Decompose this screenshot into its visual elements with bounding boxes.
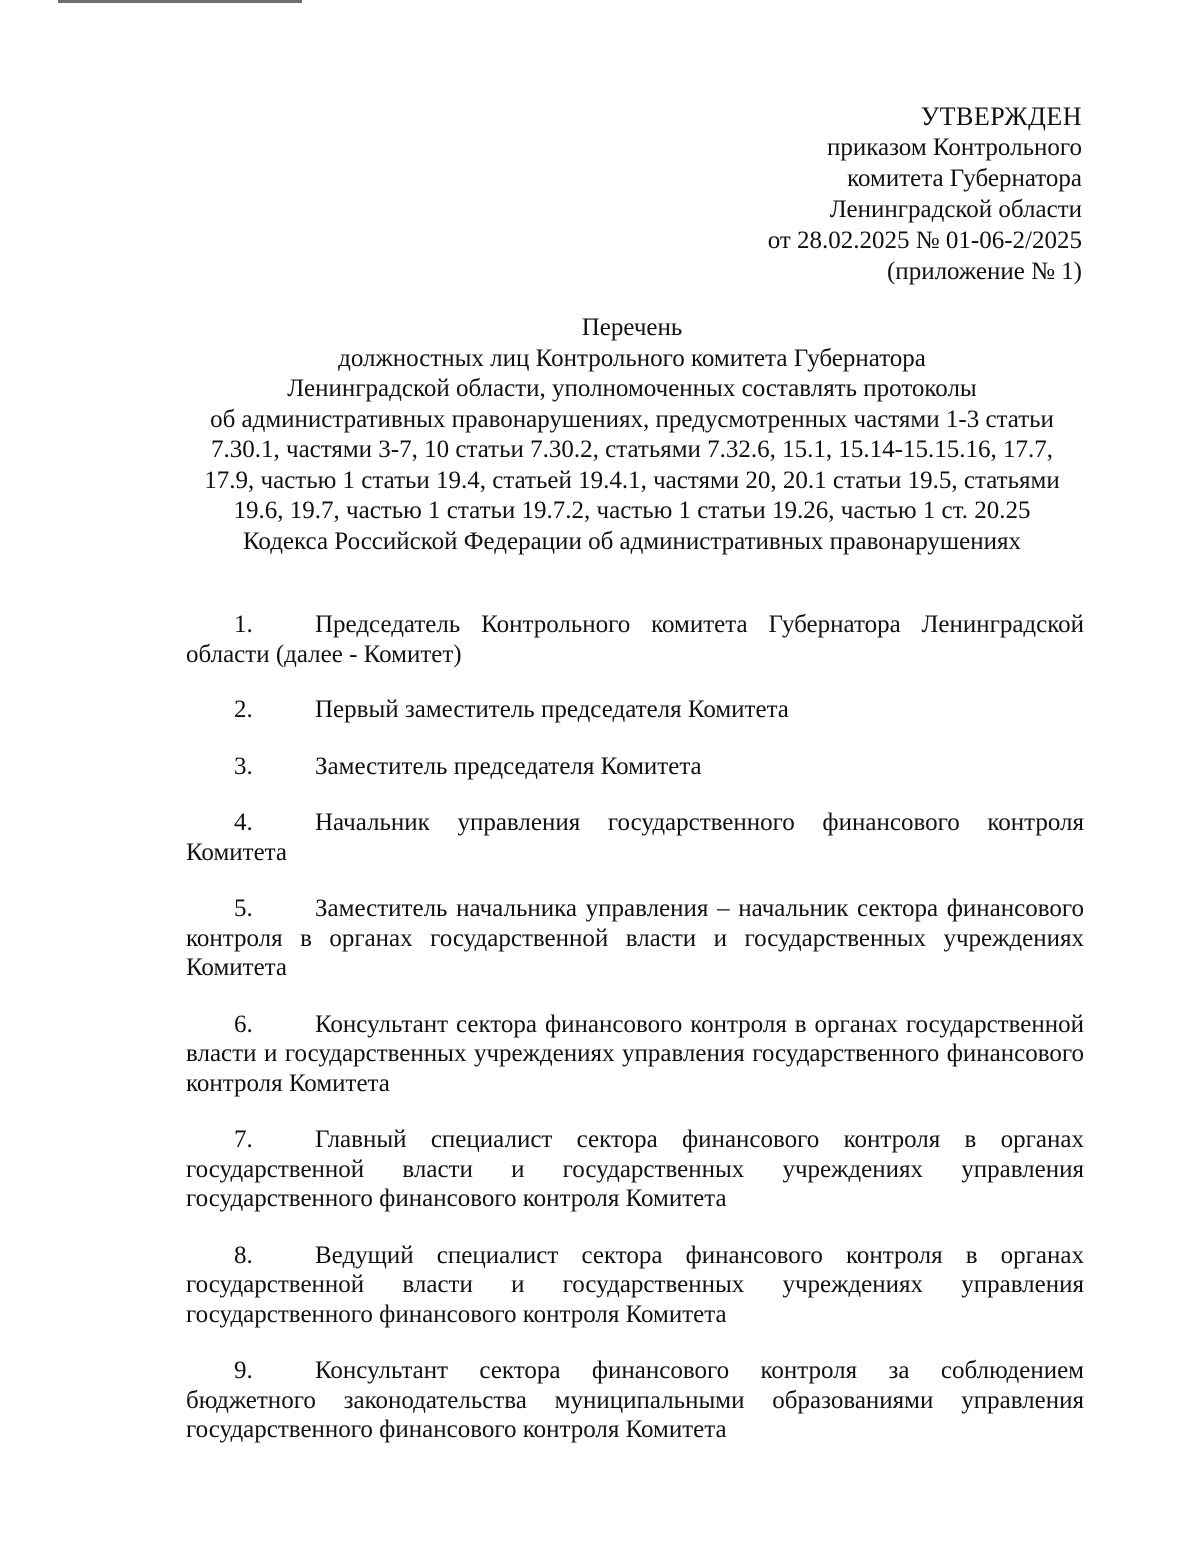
title-line: 7.30.1, частями 3-7, 10 статьи 7.30.2, статьями 7.32.6, 15.1, 15.14-15.15.16, 17.7, [211, 436, 1053, 463]
item-number: 9. [234, 1357, 253, 1384]
item-number: 5. [234, 895, 253, 922]
approval-line: (приложение № 1) [886, 258, 1082, 285]
list-item [186, 610, 1084, 669]
item-number: 4. [234, 809, 253, 836]
item-text: Заместитель председателя Комитета [315, 752, 702, 780]
item-number: 3. [234, 752, 253, 780]
title-heading: Перечень [581, 314, 683, 341]
approval-stamp: УТВЕРЖДЕН [920, 102, 1082, 131]
title-line: Ленинградской области, уполномоченных составлять протоколы [287, 375, 977, 402]
document-title [150, 313, 1114, 557]
scan-edge-mark [58, 0, 302, 3]
item-number: 1. [234, 611, 253, 638]
approval-line: приказом Контрольного [826, 134, 1082, 161]
list-item [186, 1010, 1084, 1099]
list-item [186, 894, 1084, 983]
item-text: Первый заместитель председателя Комитета [315, 696, 789, 723]
approval-line: Ленинградской области [829, 196, 1082, 223]
item-text: Консультант сектора финансового контроля в органах государственной власти и государственных учреждениях управления государственного финансового контроля Комитета [186, 1010, 1084, 1097]
list-item [186, 695, 1084, 725]
item-text: Председатель Контрольного комитета Губернатора Ленинградской области (далее - Комитет) [186, 611, 1084, 668]
list-item [186, 808, 1084, 867]
positions-list [186, 610, 1084, 1445]
approval-line: от 28.02.2025 № 01-06-2/2025 [767, 227, 1082, 254]
list-item [186, 1241, 1084, 1330]
list-item [186, 752, 1084, 782]
title-line: Кодекса Российской Федерации об административных правонарушениях [243, 527, 1021, 555]
title-line: 17.9, частью 1 статьи 19.4, статьей 19.4.1, частями 20, 20.1 статьи 19.5, статьями [204, 466, 1060, 494]
list-item [186, 1356, 1084, 1445]
list-item [186, 1125, 1084, 1214]
item-text: Главный специалист сектора финансового контроля в органах государственной власти и государственных учреждениях управления государственного финансового контроля Комитета [186, 1126, 1084, 1212]
item-text: Начальник управления государственного финансового контроля Комитета [186, 809, 1084, 866]
title-line: должностных лиц Контрольного комитета Губернатора [338, 344, 926, 372]
item-number: 8. [234, 1241, 253, 1269]
title-line: 19.6, 19.7, частью 1 статьи 19.7.2, частью 1 статьи 19.26, частью 1 ст. 20.25 [233, 497, 1031, 524]
approval-line: комитета Губернатора [847, 165, 1082, 192]
item-text: Ведущий специалист сектора финансового контроля в органах государственной власти и государственных учреждениях управления государственного финансового контроля Комитета [186, 1241, 1084, 1328]
item-text: Консультант сектора финансового контроля за соблюдением бюджетного законодательства муниципальными образованиями управления государственного финансового контроля Комитета [186, 1357, 1084, 1443]
approval-block [768, 101, 1082, 287]
item-number: 2. [234, 696, 253, 723]
item-number: 7. [234, 1126, 253, 1153]
title-line: об административных правонарушениях, предусмотренных частями 1-3 статьи [210, 405, 1054, 433]
item-number: 6. [234, 1010, 253, 1038]
item-text: Заместитель начальника управления – начальник сектора финансового контроля в органах государственной власти и государственных учреждениях Комитета [186, 895, 1084, 981]
